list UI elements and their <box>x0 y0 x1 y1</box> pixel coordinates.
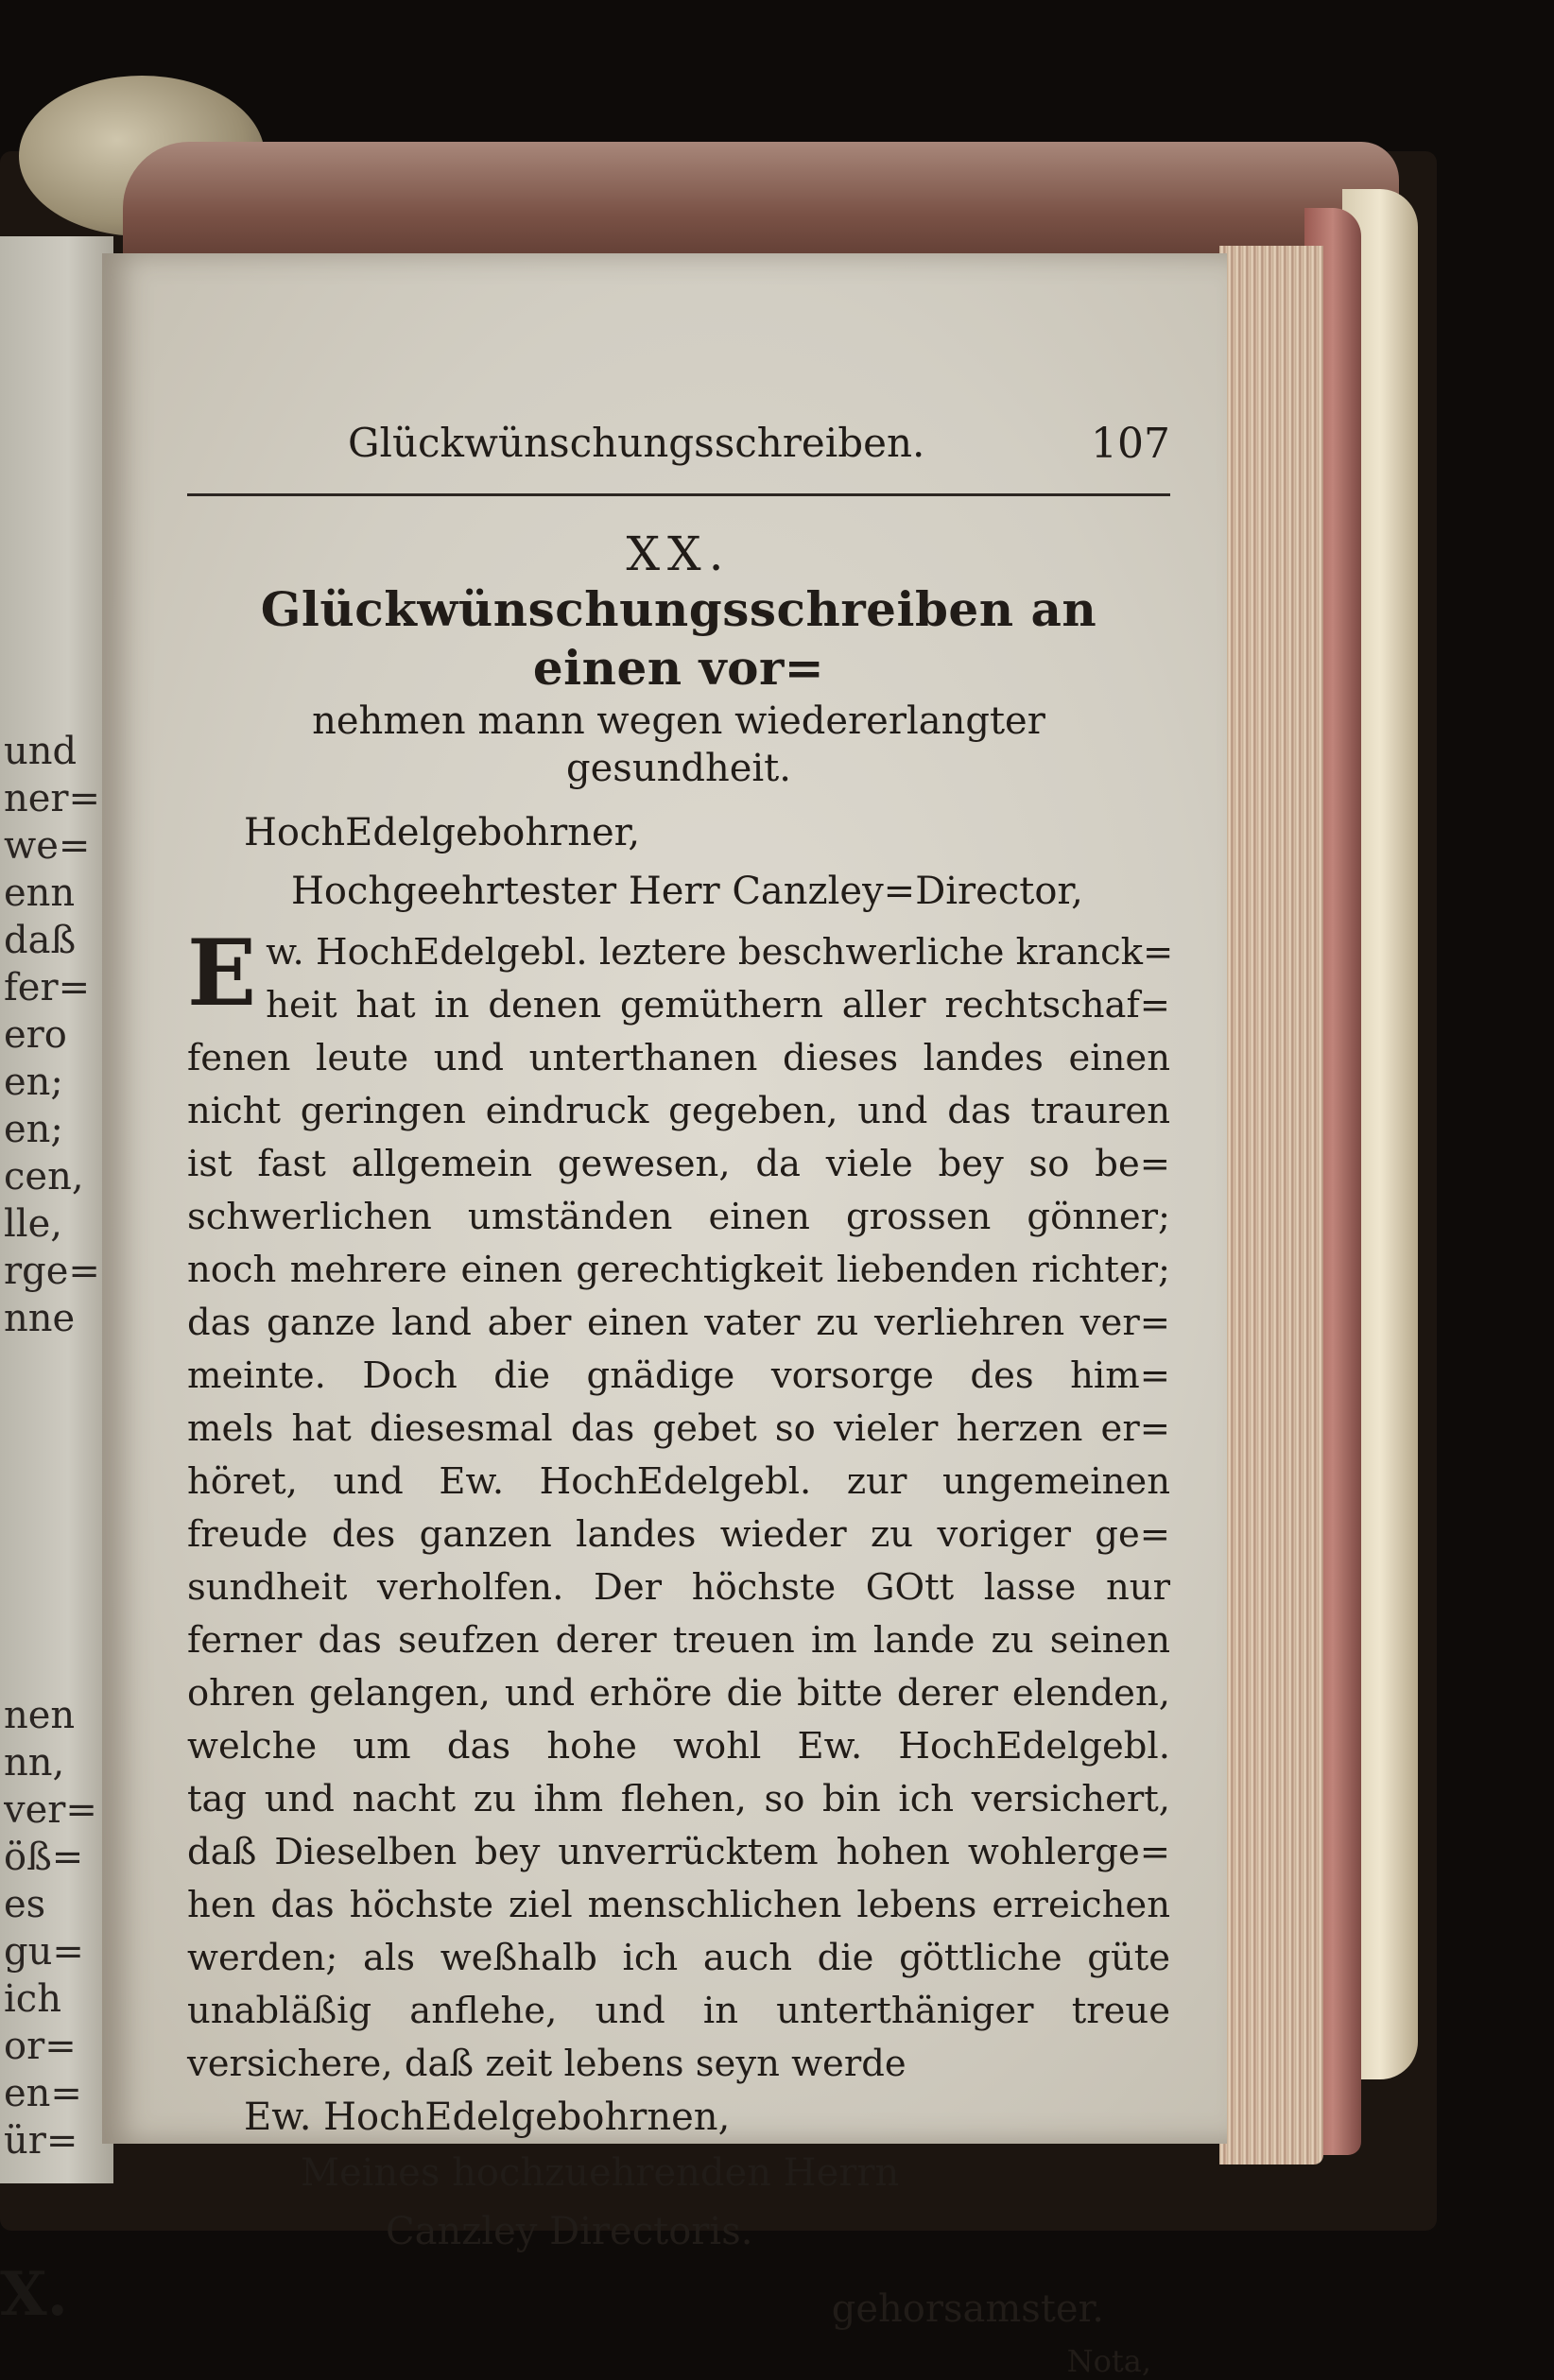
left-fragment: daß <box>4 919 77 962</box>
header-rule <box>187 493 1170 496</box>
left-fragment: lle, <box>4 1202 62 1246</box>
letter-number: XX. <box>626 526 732 581</box>
salutation-line: HochEdelgebohrner, <box>244 811 641 854</box>
left-fragment: en; <box>4 1108 63 1151</box>
letter-subtitle-line: nehmen mann wegen wiedererlangter <box>312 699 1045 743</box>
body-line: daß Dieselben bey unverrücktem hohen wohlerge= <box>187 1831 1170 1873</box>
left-fragment: en= <box>4 2072 82 2115</box>
left-fragment: ero <box>4 1013 67 1057</box>
left-fragment: cen, <box>4 1155 84 1199</box>
left-fragment: nne <box>4 1297 76 1340</box>
left-fragment: we= <box>4 824 91 868</box>
body-line: noch mehrere einen gerechtigkeit liebenden richter; <box>187 1249 1170 1291</box>
salutation-line: Hochgeehrtester Herr Canzley=Director, <box>291 870 1083 913</box>
running-head-title: Glückwünschungsschreiben. <box>348 420 925 466</box>
body-line: nicht geringen eindruck gegeben, und das trauren <box>187 1090 1170 1132</box>
letter-title: Glückwünschungsschreiben an einen vor= <box>260 581 1097 696</box>
left-fragment: nen <box>4 1694 76 1737</box>
closing-line: Ew. HochEdelgebohrnen, <box>244 2095 731 2139</box>
left-fragment: fer= <box>4 966 91 1009</box>
left-fragment: ver= <box>4 1788 97 1832</box>
body-line: ferner das seufzen derer treuen im lande zu seinen <box>187 1619 1170 1662</box>
closing-line: Meines hochzuehrenden Herrn <box>301 2151 900 2195</box>
body-line: heit hat in denen gemüthern aller rechtschaf= <box>266 984 1170 1026</box>
letter-body <box>187 920 1174 2091</box>
left-fragment: nn, <box>4 1741 65 1785</box>
left-fragment: or= <box>4 2025 77 2068</box>
body-line: ist fast allgemein gewesen, da viele bey so be= <box>187 1143 1170 1185</box>
page-text-block <box>187 412 1174 2380</box>
left-page-gap <box>4 1342 108 1692</box>
page-block-edge <box>1219 246 1323 2164</box>
left-page <box>0 236 113 2330</box>
left-fragment: und <box>4 730 78 773</box>
letter-subtitle-line: gesundheit. <box>566 747 791 790</box>
body-line: versichere, daß zeit lebens seyn werde <box>187 2043 906 2085</box>
signature: gehorsamster. <box>831 2287 1104 2331</box>
body-line: höret, und Ew. HochEdelgebl. zur ungemeinen <box>187 1460 1170 1503</box>
left-fragment: öß= <box>4 1836 84 1879</box>
left-fragment: ner= <box>4 777 101 820</box>
body-line: freude des ganzen landes wieder zu voriger ge= <box>187 1513 1170 1556</box>
right-page <box>102 253 1227 2379</box>
closing-line: Canzley Directoris. <box>386 2210 753 2253</box>
body-line: mels hat diesesmal das gebet so vieler herzen er= <box>187 1407 1170 1450</box>
body-line: das ganze land aber einen vater zu verliehren ver= <box>187 1302 1170 1344</box>
body-line: fenen leute und unterthanen dieses landes einen <box>187 1037 1170 1079</box>
body-line: ohren gelangen, und erhöre die bitte derer elenden, <box>187 1672 1170 1715</box>
body-line: welche um das hohe wohl Ew. HochEdelgebl. <box>187 1725 1170 1768</box>
body-line: meinte. Doch die gnädige vorsorge des him= <box>187 1354 1170 1397</box>
left-fragment: ür= <box>4 2119 78 2163</box>
body-line: unabläßig anflehe, und in unterthäniger treue <box>187 1990 1170 2032</box>
left-page-section-mark: X. <box>0 2259 68 2330</box>
left-fragment: ich <box>4 1977 61 2021</box>
left-fragment: en; <box>4 1061 63 1104</box>
left-fragment: rge= <box>4 1250 100 1293</box>
page-number: 107 <box>1091 420 1170 468</box>
body-line: tag und nacht zu ihm flehen, so bin ich versichert, <box>187 1778 1170 1820</box>
body-line: sundheit verholfen. Der höchste GOtt lasse nur <box>187 1566 1170 1609</box>
running-head <box>187 412 1170 478</box>
left-fragment: es <box>4 1883 46 1926</box>
body-line: w. HochEdelgebl. leztere beschwerliche kranck= <box>266 931 1174 974</box>
left-page-text-fragments <box>4 728 108 2164</box>
body-line: schwerlichen umständen einen grossen gönner; <box>187 1196 1170 1238</box>
catchword: Nota, <box>1066 2343 1151 2379</box>
body-line: hen das höchste ziel menschlichen lebens erreichen <box>187 1884 1170 1926</box>
drop-cap: E <box>187 920 257 1026</box>
left-fragment: gu= <box>4 1930 84 1974</box>
left-fragment: enn <box>4 871 76 915</box>
body-line: werden; als weßhalb ich auch die göttliche güte <box>187 1937 1170 1979</box>
